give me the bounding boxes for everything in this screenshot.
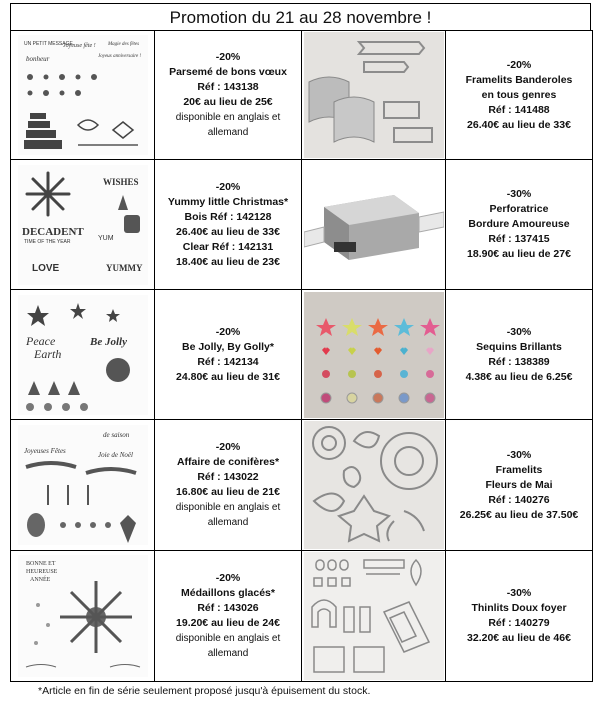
product-info (446, 160, 593, 290)
product-name: Affaire de conifères* (176, 456, 280, 468)
product-name: Bordure Amoureuse (468, 218, 570, 230)
product-name: Sequins Brillants (476, 340, 562, 353)
table-row (11, 290, 593, 420)
table-row (11, 420, 593, 551)
availability-note: disponible en anglais et allemand (175, 633, 281, 659)
stamp-text: bonheur (25, 55, 49, 63)
stamp-text: TIME OF THE YEAR (23, 238, 70, 245)
product-info (155, 551, 302, 682)
discount: -30% (506, 587, 532, 599)
price-was: au lieu de 6.25€ (494, 370, 573, 383)
product-info (155, 290, 302, 420)
stamp-text: Magie des fêtes (107, 42, 139, 47)
discount: -20% (215, 325, 241, 338)
product-name: Yummy little Christmas* (167, 195, 289, 208)
stamp-set-image (11, 420, 155, 551)
product-info (446, 420, 593, 551)
product-name: Be Jolly, By Golly* (181, 340, 274, 353)
stamp-text: Joyeuses Fêtes (23, 447, 66, 455)
price-was: au lieu de 25€ (203, 96, 273, 108)
price-was: au lieu de 37.50€ (494, 508, 579, 521)
stamp-set-image (11, 160, 155, 290)
product-ref: Réf : 140276 (488, 493, 550, 506)
price-now: 19.20€ (176, 617, 209, 629)
stamp-text: YUM (97, 234, 114, 242)
price-now: 24.80€ (176, 370, 209, 383)
product-info (446, 31, 593, 160)
price-now: 26.25€ (459, 508, 492, 521)
price-now: 16.80€ (176, 486, 209, 498)
product-name: Framelits (495, 463, 543, 476)
page-title: Promotion du 21 au 28 novembre ! (10, 3, 591, 31)
stamp-set-image (11, 551, 155, 682)
stamp-text: YUMMY (105, 262, 142, 273)
product-ref: Réf : 143138 (197, 81, 259, 93)
product-name: Perforatrice (489, 203, 549, 215)
price-was: au lieu de 33€ (211, 225, 280, 238)
product-ref: Clear Réf : 142131 (182, 240, 274, 253)
product-name: en tous genres (481, 88, 557, 101)
table-row (11, 160, 593, 290)
product-name: Fleurs de Mai (485, 478, 553, 491)
stamp-text: Joie de Noël (97, 451, 133, 459)
promotion-table (10, 30, 593, 682)
product-ref: Bois Réf : 142128 (184, 210, 272, 223)
availability-note: disponible en anglais et allemand (175, 502, 281, 528)
availability-note: disponible en anglais et allemand (175, 112, 281, 138)
thinlits-image (302, 551, 446, 682)
price-now: 32.20€ (467, 632, 500, 644)
product-info (155, 420, 302, 551)
stamp-set-image (11, 31, 155, 160)
stamp-text: WISHES (102, 176, 139, 187)
sequins-image (302, 290, 446, 420)
product-name: Thinlits Doux foyer (471, 602, 567, 614)
stamp-text: Joyeuse fête ! (62, 43, 96, 49)
product-ref: Réf : 143022 (197, 471, 259, 483)
product-ref: Réf : 140279 (488, 617, 550, 629)
product-ref: Réf : 138389 (488, 355, 550, 368)
discount: -30% (506, 325, 532, 338)
framelits-image (302, 420, 446, 551)
product-name: Framelits Banderoles (465, 73, 573, 86)
footnote: *Article en fin de série seulement proposé jusqu'à épuisement du stock. (38, 685, 371, 697)
price-was: au lieu de 33€ (502, 118, 571, 131)
product-info (155, 160, 302, 290)
stamp-text: BONNE ET (25, 561, 55, 567)
stamp-text: Peace (25, 333, 55, 348)
product-info (446, 551, 593, 682)
table-row (11, 31, 593, 160)
table-row (11, 551, 593, 682)
price-now: 4.38€ (465, 370, 492, 383)
discount: -20% (215, 441, 241, 453)
stamp-text: ANNÉE (29, 577, 50, 583)
stamp-text: LOVE (31, 262, 59, 274)
price-was: au lieu de 21€ (211, 486, 280, 498)
price-now: 26.40€ (176, 225, 209, 238)
product-info (446, 290, 593, 420)
price-was: au lieu de 27€ (502, 248, 571, 260)
discount: -20% (215, 51, 241, 63)
product-name: Médaillons glacés* (181, 587, 275, 599)
stamp-set-image (11, 290, 155, 420)
product-ref: Réf : 143026 (197, 602, 259, 614)
product-info (155, 31, 302, 160)
product-name: Parsemé de bons vœux (169, 66, 287, 78)
stamp-text: de saison (102, 431, 129, 439)
price-was: au lieu de 23€ (211, 255, 280, 268)
discount: -30% (506, 448, 532, 461)
framelits-image (302, 31, 446, 160)
stamp-text: Joyeux anniversaire ! (97, 54, 141, 59)
price-was: au lieu de 46€ (502, 632, 571, 644)
discount: -20% (215, 572, 241, 584)
product-ref: Réf : 142134 (197, 355, 259, 368)
product-ref: Réf : 137415 (488, 233, 550, 245)
price-now: 20€ (183, 96, 201, 108)
price-was: au lieu de 31€ (211, 370, 280, 383)
stamp-text: DECADENT (21, 225, 84, 238)
stamp-text: Earth (33, 346, 61, 361)
price-now: 26.40€ (467, 118, 500, 131)
price-now: 18.40€ (176, 255, 209, 268)
stamp-text: UN PETIT MESSAGE (23, 41, 73, 47)
discount: -20% (215, 180, 241, 193)
discount: -20% (506, 58, 532, 71)
discount: -30% (506, 188, 532, 200)
price-now: 18.90€ (467, 248, 500, 260)
stamp-text: HEUREUSE (25, 569, 57, 575)
product-ref: Réf : 141488 (488, 103, 550, 116)
punch-image (302, 160, 446, 290)
price-was: au lieu de 24€ (211, 617, 280, 629)
stamp-text: Be Jolly (89, 335, 127, 348)
